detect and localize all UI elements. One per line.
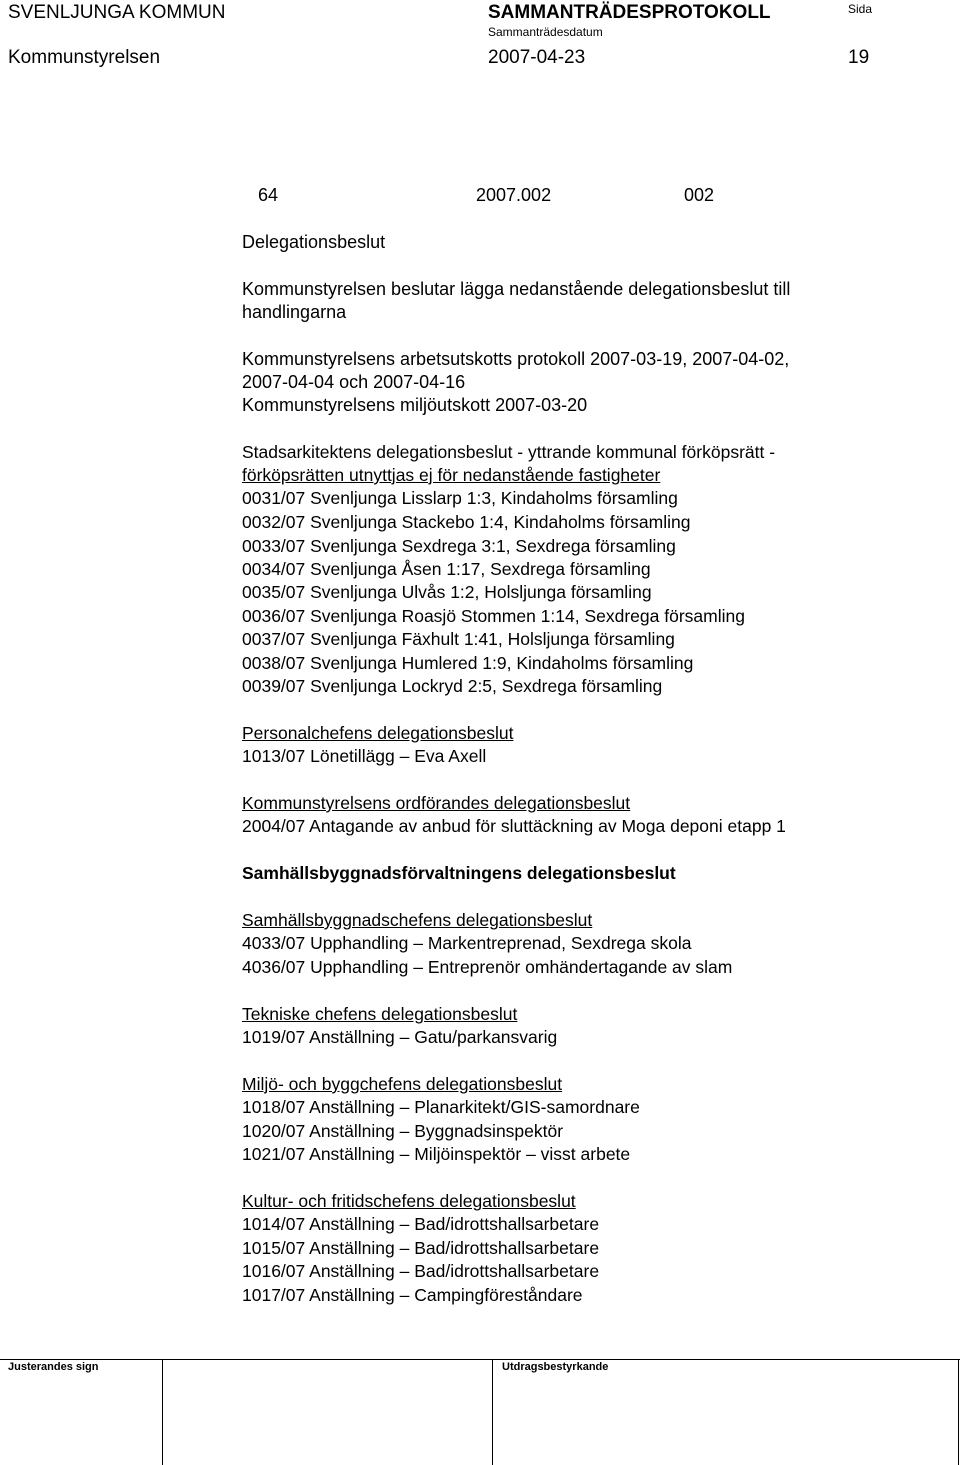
document-type: SAMMANTRÄDESPROTOKOLL — [488, 2, 771, 23]
list-item: 1016/07 Anställning – Bad/idrottshallsarbetare — [242, 1261, 600, 1281]
list-item: 0037/07 Svenljunga Fäxhult 1:41, Holsljunga församling — [242, 629, 675, 649]
section-paragraph-number: 64 — [258, 185, 279, 205]
list-item: 0036/07 Svenljunga Roasjö Stommen 1:14, Sexdrega församling — [242, 606, 745, 626]
list-item: 1017/07 Anställning – Campingföreståndare — [242, 1285, 583, 1305]
section-heading-samhallsbyggnadschef: Samhällsbyggnadschefens delegationsbeslut — [242, 910, 593, 930]
list-item: 1018/07 Anställning – Planarkitekt/GIS-samordnare — [242, 1097, 640, 1117]
list-item: 4033/07 Upphandling – Markentreprenad, Sexdrega skola — [242, 933, 692, 953]
decision-text: handlingarna — [242, 302, 347, 322]
footer-divider — [958, 1359, 959, 1465]
list-item: 2004/07 Antagande av anbud för sluttäckning av Moga deponi etapp 1 — [242, 816, 786, 836]
list-item: 0034/07 Svenljunga Åsen 1:17, Sexdrega församling — [242, 559, 651, 579]
footer-divider — [162, 1359, 163, 1465]
org-name: SVENLJUNGA KOMMUN — [8, 2, 226, 23]
protocol-reference: Kommunstyrelsens miljöutskott 2007-03-20 — [242, 395, 588, 415]
list-item: 1013/07 Lönetillägg – Eva Axell — [242, 746, 487, 766]
list-item: 1015/07 Anställning – Bad/idrottshallsarbetare — [242, 1238, 600, 1258]
page-number: 19 — [848, 47, 870, 68]
section-heading-ordforande: Kommunstyrelsens ordförandes delegationsbeslut — [242, 793, 631, 813]
protocol-reference: Kommunstyrelsens arbetsutskotts protokoll 2007-03-19, 2007-04-02, — [242, 349, 790, 369]
section-heading-tekniskechef: Tekniske chefens delegationsbeslut — [242, 1004, 518, 1024]
section-heading-stadsarkitekt-cont — [242, 464, 892, 487]
section-heading-personalchef: Personalchefens delegationsbeslut — [242, 723, 514, 743]
case-number: 2007.002 — [476, 185, 552, 205]
section-heading-miljochef: Miljö- och byggchefens delegationsbeslut — [242, 1074, 563, 1094]
list-item: 0038/07 Svenljunga Humlered 1:9, Kindaholms församling — [242, 653, 694, 673]
section-heading-kulturchef: Kultur- och fritidschefens delegationsbeslut — [242, 1191, 576, 1211]
committee-name: Kommunstyrelsen — [8, 47, 161, 68]
footer-rule — [0, 1359, 960, 1360]
list-item: 1021/07 Anställning – Miljöinspektör – visst arbete — [242, 1144, 631, 1164]
list-item: 0035/07 Svenljunga Ulvås 1:2, Holsljunga församling — [242, 582, 652, 602]
meeting-date: 2007-04-23 — [488, 47, 586, 68]
page-label: Sida — [848, 2, 873, 16]
protocol-reference: 2007-04-04 och 2007-04-16 — [242, 372, 466, 392]
justerandes-sign-label: Justerandes sign — [8, 1361, 99, 1373]
list-item: 4036/07 Upphandling – Entreprenör omhändertagande av slam — [242, 957, 733, 977]
utdragsbestyrkande-label: Utdragsbestyrkande — [502, 1361, 609, 1373]
footer-divider — [492, 1359, 493, 1465]
list-item: 1019/07 Anställning – Gatu/parkansvarig — [242, 1027, 558, 1047]
list-item: 0031/07 Svenljunga Lisslarp 1:3, Kindaholms församling — [242, 488, 678, 508]
list-item: 1014/07 Anställning – Bad/idrottshallsarbetare — [242, 1214, 600, 1234]
item-title: Delegationsbeslut — [242, 232, 386, 252]
list-item: 0039/07 Svenljunga Lockryd 2:5, Sexdrega församling — [242, 676, 663, 696]
meeting-date-label: Sammanträdesdatum — [488, 25, 603, 39]
decision-text: Kommunstyrelsen beslutar lägga nedanstående delegationsbeslut till — [242, 279, 791, 299]
list-item: 0033/07 Svenljunga Sexdrega 3:1, Sexdrega församling — [242, 536, 676, 556]
section-heading-stadsarkitekt: Stadsarkitektens delegationsbeslut - yttrande kommunal förköpsrätt - — [242, 442, 776, 462]
section-title-samhallsbyggnad: Samhällsbyggnadsförvaltningens delegationsbeslut — [242, 863, 676, 883]
case-reference: 002 — [684, 185, 715, 205]
heading-text: förköpsrätten utnyttjas ej för nedanstående fastigheter — [242, 465, 661, 485]
list-item: 0032/07 Svenljunga Stackebo 1:4, Kindaholms församling — [242, 512, 691, 532]
list-item: 1020/07 Anställning – Byggnadsinspektör — [242, 1121, 564, 1141]
